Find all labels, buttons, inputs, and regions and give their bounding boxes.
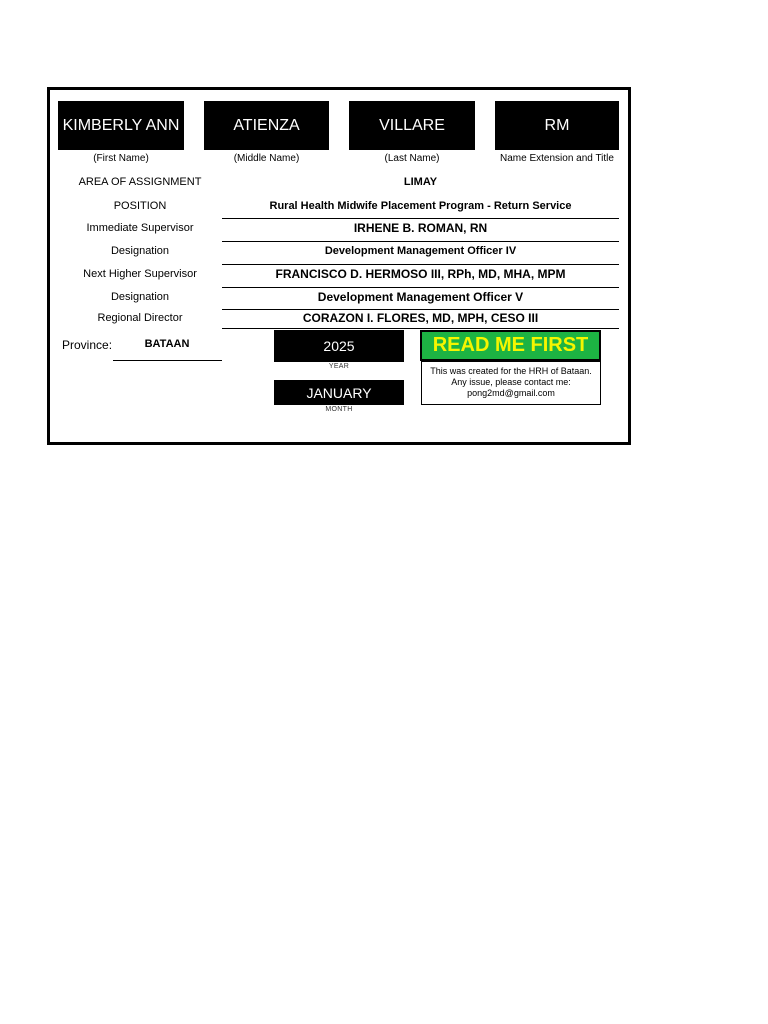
last-name: VILLARE [379, 116, 445, 134]
province-label: Province: [62, 338, 113, 352]
province-underline [113, 360, 222, 361]
contact-note [421, 361, 601, 405]
divider [222, 287, 619, 288]
name-extension: RM [544, 116, 570, 134]
divider [222, 264, 619, 265]
area-label: AREA OF ASSIGNMENT [78, 176, 202, 188]
year-value: 2025 [323, 338, 355, 354]
contact-email: pong2md@gmail.com [467, 388, 555, 398]
middle-name-box [204, 101, 329, 150]
month-caption: MONTH [325, 406, 353, 413]
area-value: LIMAY [403, 176, 438, 188]
year-caption: YEAR [328, 363, 350, 370]
read-me-first-label: READ ME FIRST [432, 334, 589, 356]
extension-caption: Name Extension and Title [500, 153, 614, 164]
designation-value: Development Management Officer IV [324, 245, 517, 257]
divider [222, 218, 619, 219]
higher-supervisor-value: FRANCISCO D. HERMOSO III, RPh, MD, MHA, MPM [275, 267, 566, 281]
first-name: KIMBERLY ANN [62, 116, 180, 134]
supervisor-label: Immediate Supervisor [86, 222, 194, 234]
last-name-box [349, 101, 475, 150]
divider [222, 328, 619, 329]
higher-supervisor-label: Next Higher Supervisor [83, 268, 197, 280]
read-me-first-button[interactable] [420, 330, 601, 361]
director-value: CORAZON I. FLORES, MD, MPH, CESO III [302, 311, 539, 325]
last-name-caption: (Last Name) [384, 153, 440, 164]
middle-name-caption: (Middle Name) [233, 153, 300, 164]
designation-label: Designation [110, 245, 170, 257]
middle-name: ATIENZA [233, 116, 300, 134]
designation-label: Designation [110, 291, 170, 303]
extension-box [495, 101, 619, 150]
first-name-caption: (First Name) [93, 153, 149, 164]
divider [222, 241, 619, 242]
position-value: Rural Health Midwife Placement Program - Return Service [269, 200, 572, 212]
designation-value: Development Management Officer V [317, 290, 524, 304]
position-label: POSITION [113, 200, 167, 212]
note-line: Any issue, please contact me: [451, 377, 571, 387]
divider [222, 309, 619, 310]
note-line: This was created for the HRH of Bataan. [430, 366, 592, 376]
province-value: BATAAN [144, 338, 190, 350]
director-label: Regional Director [97, 312, 183, 324]
year-box [274, 330, 404, 362]
month-box [274, 380, 404, 405]
month-value: JANUARY [306, 384, 372, 401]
supervisor-value: IRHENE B. ROMAN, RN [353, 221, 488, 235]
first-name-box [58, 101, 184, 150]
